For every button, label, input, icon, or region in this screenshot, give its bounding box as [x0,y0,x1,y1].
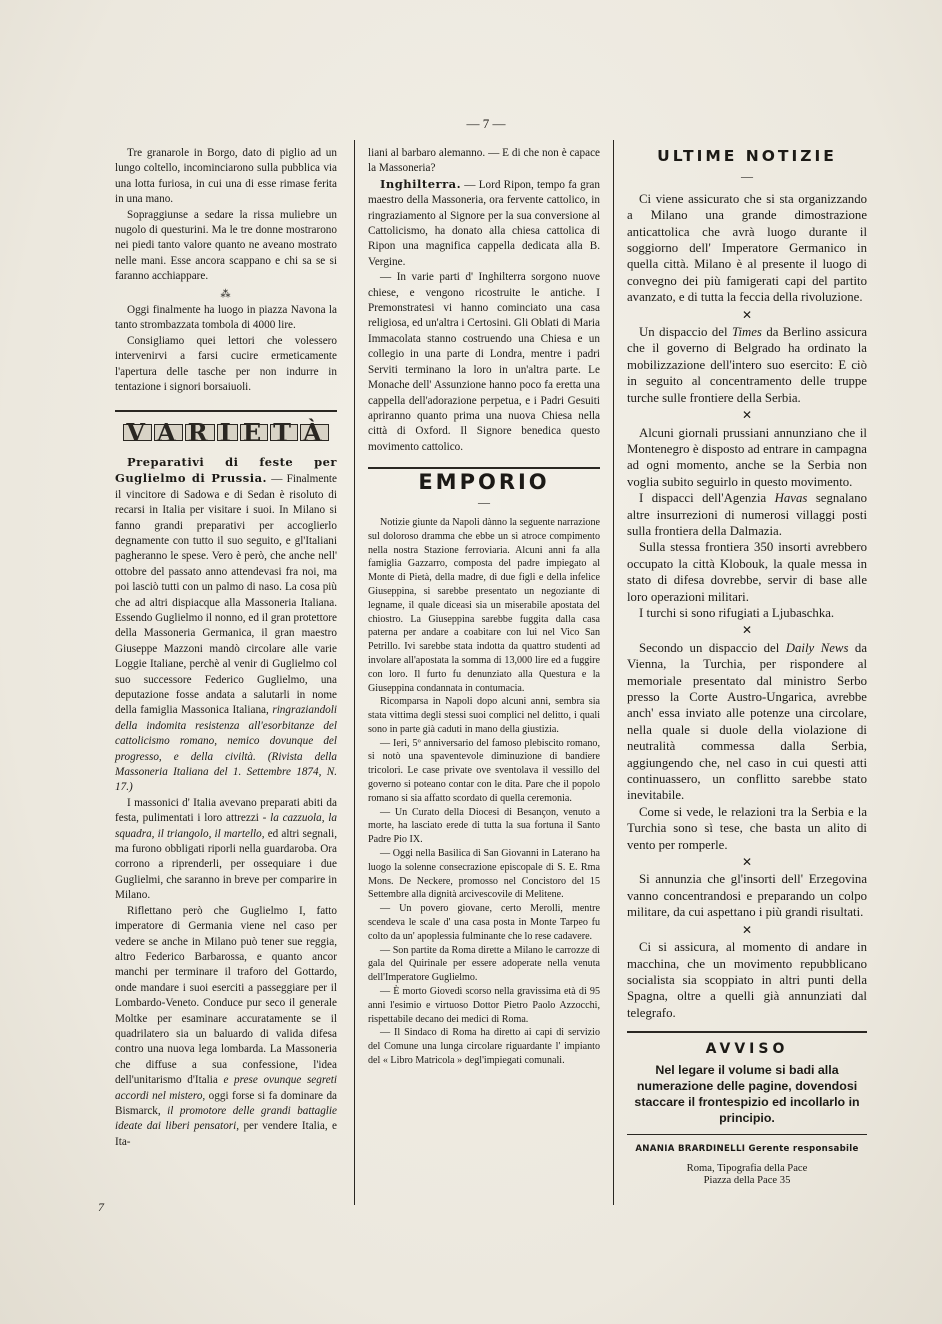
section-rule [368,467,600,469]
item-separator: ✕ [741,408,753,423]
news-item [627,324,867,406]
article-inghilterra [368,177,600,270]
news-item [627,640,867,804]
printer-line-2: Piazza della Pace 35 [703,1174,791,1186]
paragraph [115,904,337,1151]
gerente-responsabile: ANANIA BRARDINELLI Gerente responsabile [635,1143,859,1154]
text: Riflettano però che Guglielmo I, fatto imperatore di Germania viene nel caso per vedere se anche in Milano può tener sue reggia, altro Federico Barbarossa, e quanto ancor manchi per terminare il traforo del Gottardo, onde mandare i suoi eserciti a passeggiare per il Lombardo-Veneto. Conduce pur seco il generale Moltke per esaminare accuratamente se il quadrilatero sia un baluardo di valida difesa contro una nuova lega lombarda. La Massoneria che diffuse a sua confessione, l'idea dell'unitarismo d'Italia [115,904,337,1087]
column-3 [627,148,867,1187]
varieta-letter: A [154,424,183,441]
item-separator: ✕ [741,922,753,937]
news-item: Notizie giunte da Napoli dànno la seguente narrazione sul doloroso dramma che ebbe un sì atroce compimento nella nostra Stazione ferroviaria. Alcuni anni fa alla famiglia Gazzarro, composta del padre impiegato al Monte di Pietà, della madre, di due figli e della infelice Giuseppina, si sarebbe presentato un negoziante di legname, il quale diceasi sia un miserabile apostata del chiostro. La Giuseppina sarebbe fuggita dalla casa paterna per andare a coabitare con lui nel Vico San Petrillo. Ivi sarebbe stata indotta da quattro studenti ad involare all'apostata la somma di 13,000 lire ed a fuggire con loro. Il furto fu denunziato alla Questura e la Giuseppina condannata in contumacia. [368,516,600,694]
varieta-letter: V [123,424,152,441]
column-divider-1 [354,140,355,1205]
ultime-notizie-title: ULTIME NOTIZIE [657,147,837,165]
italic-text: Daily News [785,640,849,655]
italic-text: il promotore delle grandi battaglie ideate dai liberi pensatori, [115,1104,337,1133]
title-dash: — [741,169,753,184]
text: I dispacci dell'Agenzia [639,491,775,506]
news-item: — Il Sindaco di Roma ha diretto ai capi di servizio del Comune una lunga circolare riguardante l' impianto del « Libro Matricola » degl'impiegati comunali. [368,1027,600,1067]
news-item: — Un povero giovane, certo Merolli, mentre scendeva le scale d' una casa posta in Monte Tarpeo fu colto da un' apoplessia fulminante che lo rese cadavere. [368,903,600,942]
folio-number: 7 [98,1200,104,1214]
text: da Vienna, la Turchia, per rispondere al memoriale presentato dal ministro Serbo presso la Corte Austro-Ungarica, avrebbe anch' essa inviato alle potenze una circolare, nella quale si duole della violazione di neutralità commessa dalla Serbia, aggiungendo che, nel caso in cui questi atti continuassero, un conflitto sarebbe stato inevitabile. [627,640,868,803]
news-item: Alcuni giornali prussiani annunziano che il Montenegro è disposto ad entrare in campagna ad ogni momento, anche se la Serbia non voglia subito seguirlo in questo movimento. [627,425,867,489]
section-rule [627,1031,867,1033]
text: da Berlino assicura che il governo di Belgrado ha ordinato la mobilizzazione dell'intero suo esercito: E ciò in seguito al concentramento delle truppe turche sulle frontiere della Serbia. [627,325,868,405]
item-separator: ✕ [741,307,753,322]
varieta-letter: T [270,424,298,441]
news-item: Ci si assicura, al momento di andare in macchina, che un movimento repubblicano socialista sia scoppiato in altri punti della Spagna, oltre a quelli già annunziati dal telegrafo. [627,940,867,1020]
article-quote: ringraziandoli della indomita resistenza all'esorbitanze del cattolicismo romano, nemico dovunque del progresso, e della civiltà. (Rivista della Massoneria Italiana del 1. Settembre 1874, N. 17.) [115,704,337,794]
item-separator: ✕ [741,623,753,638]
news-item: — Oggi nella Basilica di San Giovanni in Laterano ha luogo la solenne consecrazione episcopale di S. E. Rma Mons. De Neckere, promosso nel Concistoro del 15 Settembre alla dignità arcivescovile di Melitene. [368,848,600,901]
avviso-title: AVVISO [705,1041,789,1058]
news-item: — Son partite da Roma dirette a Milano le carrozze di gala del Quirinale per essere adoperate nella venuta dell'Imperatore Guglielmo. [368,944,600,984]
news-item: Si annunzia che gl'insorti dell' Erzegovina vanno concentrandosi e preparando un colpo militare, da cui aspettano i più grandi risultati. [627,872,867,920]
text: ed altri segnali, ma furono obbligati riporli nella guardaroba. Ora corrono a riprenderli, per ossequiare i due Guglielmi, che saranno in breve per comparire in Milano. [115,827,337,902]
column-2 [368,146,600,1068]
news-item: Ci viene assicurato che si sta organizzando a Milano una grande dimostrazione anticattolica che avrà luogo durante il soggiorno dell' Imperatore Germanico in quella città. Milano è al presente il luogo di convegno dei più famigerati capi del partito avanzato, e di tutta la feccia della rivoluzione. [627,191,867,305]
varieta-letter: À [300,424,329,441]
paragraph: Oggi finalmente ha luogo in piazza Navona la tanto strombazzata tombola di 4000 lire. [115,304,337,332]
italic-text: e prese ovunque segreti accordi nel mistero, [115,1074,337,1102]
text: oggi forse si fa dominare da Bismarck, [115,1089,338,1117]
article-text: — Finalmente il vincitore di Sadowa e di Sedan è risoluto di recarsi in Italia per visitare i suoi. In Milano si fanno grandi preparativi per accoglierlo degnamente con tutto il suo seguito, e gl'Italiani pagheranno le spese. Vero è però, che anche nell' ottobre del passato anno attendevasi fra noi, ma poi lasciò tutti con un palmo di naso. La cosa più che ad altri dispiacque alla Massoneria Italiana. Essendo Guglielmo il nonno, ed il gran protettore della Massoneria Germanica, il gran maestro Giuseppe Mazzoni mandò circolare alle varie Loggie Italiane, perchè al venir di Guglielmo col suo successore Federico Guglielmo, una deputazione fosse andata a salutarli in nome della famiglia Massonica Italiana, [115,473,337,717]
news-item: Ricomparsa in Napoli dopo alcuni anni, sembra sia stata vittima degli stessi suoi complici nel delitto, i quali sono in parte già caduti in mano della giustizia. [368,696,600,735]
item-separator: ✕ [741,855,753,870]
paragraph: Sopraggiunse a sedare la rissa muliebre un nugolo di questurini. Ma le tre donne mostrarono nei piedi tanto valore quanto ne aveano mostrato nelle mani. Esse ancora scappano e chi sa se si faranno acchiappare. [115,208,337,283]
news-item: Sulla stessa frontiera 350 insorti avrebbero occupato la città Klobouk, la quale messa in stato di difesa dovrebbe, servir di base alle loro operazioni militari. [627,540,867,604]
section-rule [115,410,337,412]
paragraph: Consigliamo quei lettori che volessero intervenirvi a farsi cucire ermeticamente l'apertura delle tasche per non indurre in tentazione i signori borsaiuoli. [115,334,337,394]
italic-text: la cazzuola, la squadra, il triangolo, il martello, [115,812,337,840]
printer-line-1: Roma, Tipografia della Pace [686,1162,808,1174]
column-1 [115,146,337,1150]
asterism-separator: ⁂ [220,288,232,300]
emporio-title: EMPORIO [418,470,550,495]
news-item: — Ieri, 5º anniversario del famoso plebiscito romano, si notò una spaventevole diminuzione di bandiere tricolori. Le case private ove sventolava il vessillo del governo si poteano contar con le dita. Pare che il popolo romano si sia affatto scordato di quella ceremonia. [368,737,600,804]
varieta-letter: I [217,424,238,441]
varieta-letter: R [185,424,215,441]
italic-text: Times [732,325,762,340]
text: per vendere Italia, e Ita- [115,1120,337,1148]
news-item: — È morto Giovedì scorso nella gravissima età di 95 anni l'esimio e virtuoso Dottor Pietro Paolo Azzocchi, rispettabile decano dei medici di Roma. [368,986,600,1025]
avviso-body: Nel legare il volume si badi alla numerazione delle pagine, dovendosi staccare il frontespizio ed incollarlo in principio. [634,1062,860,1125]
italic-text: Havas [774,491,808,506]
text: Secondo un dispaccio del [639,640,786,655]
paragraph [115,796,337,904]
news-item [627,490,867,539]
article-preparativi [115,455,337,796]
column-divider-2 [613,140,614,1205]
varieta-letter: E [240,424,268,441]
varieta-heading [115,417,337,447]
paragraph: Tre granarole in Borgo, dato di piglio ad un lungo coltello, incominciarono sulla pubblica via una lotta furiosa, in cui una di esse rimase ferita in una mano. [115,147,337,206]
text: segnalano altre insurrezioni di numerosi villaggi posti sulla frontiera della Dalmazia. [627,491,867,538]
text: Un dispaccio del [639,325,733,340]
title-dash: — [478,494,490,509]
article-text: — Lord Ripon, tempo fa gran maestro della Massoneria, ora fervente cattolico, in ringraziamento al Signore per la sua conversione al Cattolicismo, ha donato alla chiesa cattolica di Ripon una magnifica cappella dedicata alla B. Vergine. [368,178,600,268]
text: I massonici d' Italia avevano preparati abiti da festa, pulimentati i loro attrezzi - [115,796,337,825]
paragraph: liani al barbaro alemanno. — E di che non è capace la Massoneria? [368,147,600,175]
article-headline: Inghilterra. [380,176,462,191]
page-number: — 7 — [466,116,506,131]
paragraph: — In varie parti d' Inghilterra sorgono nuove chiese, e vengono ricostruite le antiche. I Premonstratesi vi hanno cominciato una casa religiosa, ed un'altra i Certosini. Gli Oblati di Maria Immacolata stanno costruendo una Chiesa e un collegio in una parte di Londra, mentre i padri Serviti terminano la loro in un'altra parte. Le Monache dell' Assunzione hanno poco fa eretta una cappella dell'adorazione perpetua, e i Padri Gesuiti apriranno quanto prima una nuova Chiesa nella città di Oxford. Il Signore benedica questo movimento cattolico. [368,271,600,453]
footer-rule [627,1134,867,1135]
news-item: Come si vede, le relazioni tra la Serbia e la Turchia sono sì tese, che basta un alito di vento per romperle. [627,804,867,852]
article-headline: Preparativi di feste per Guglielmo di Prussia. [115,454,337,486]
news-item: I turchi si sono rifugiati a Ljubaschka. [639,605,835,620]
news-item: — Un Curato della Diocesi di Besançon, venuto a morte, ha lasciato erede di tutta la sua fortuna il Santo Padre Pio IX. [368,806,600,846]
